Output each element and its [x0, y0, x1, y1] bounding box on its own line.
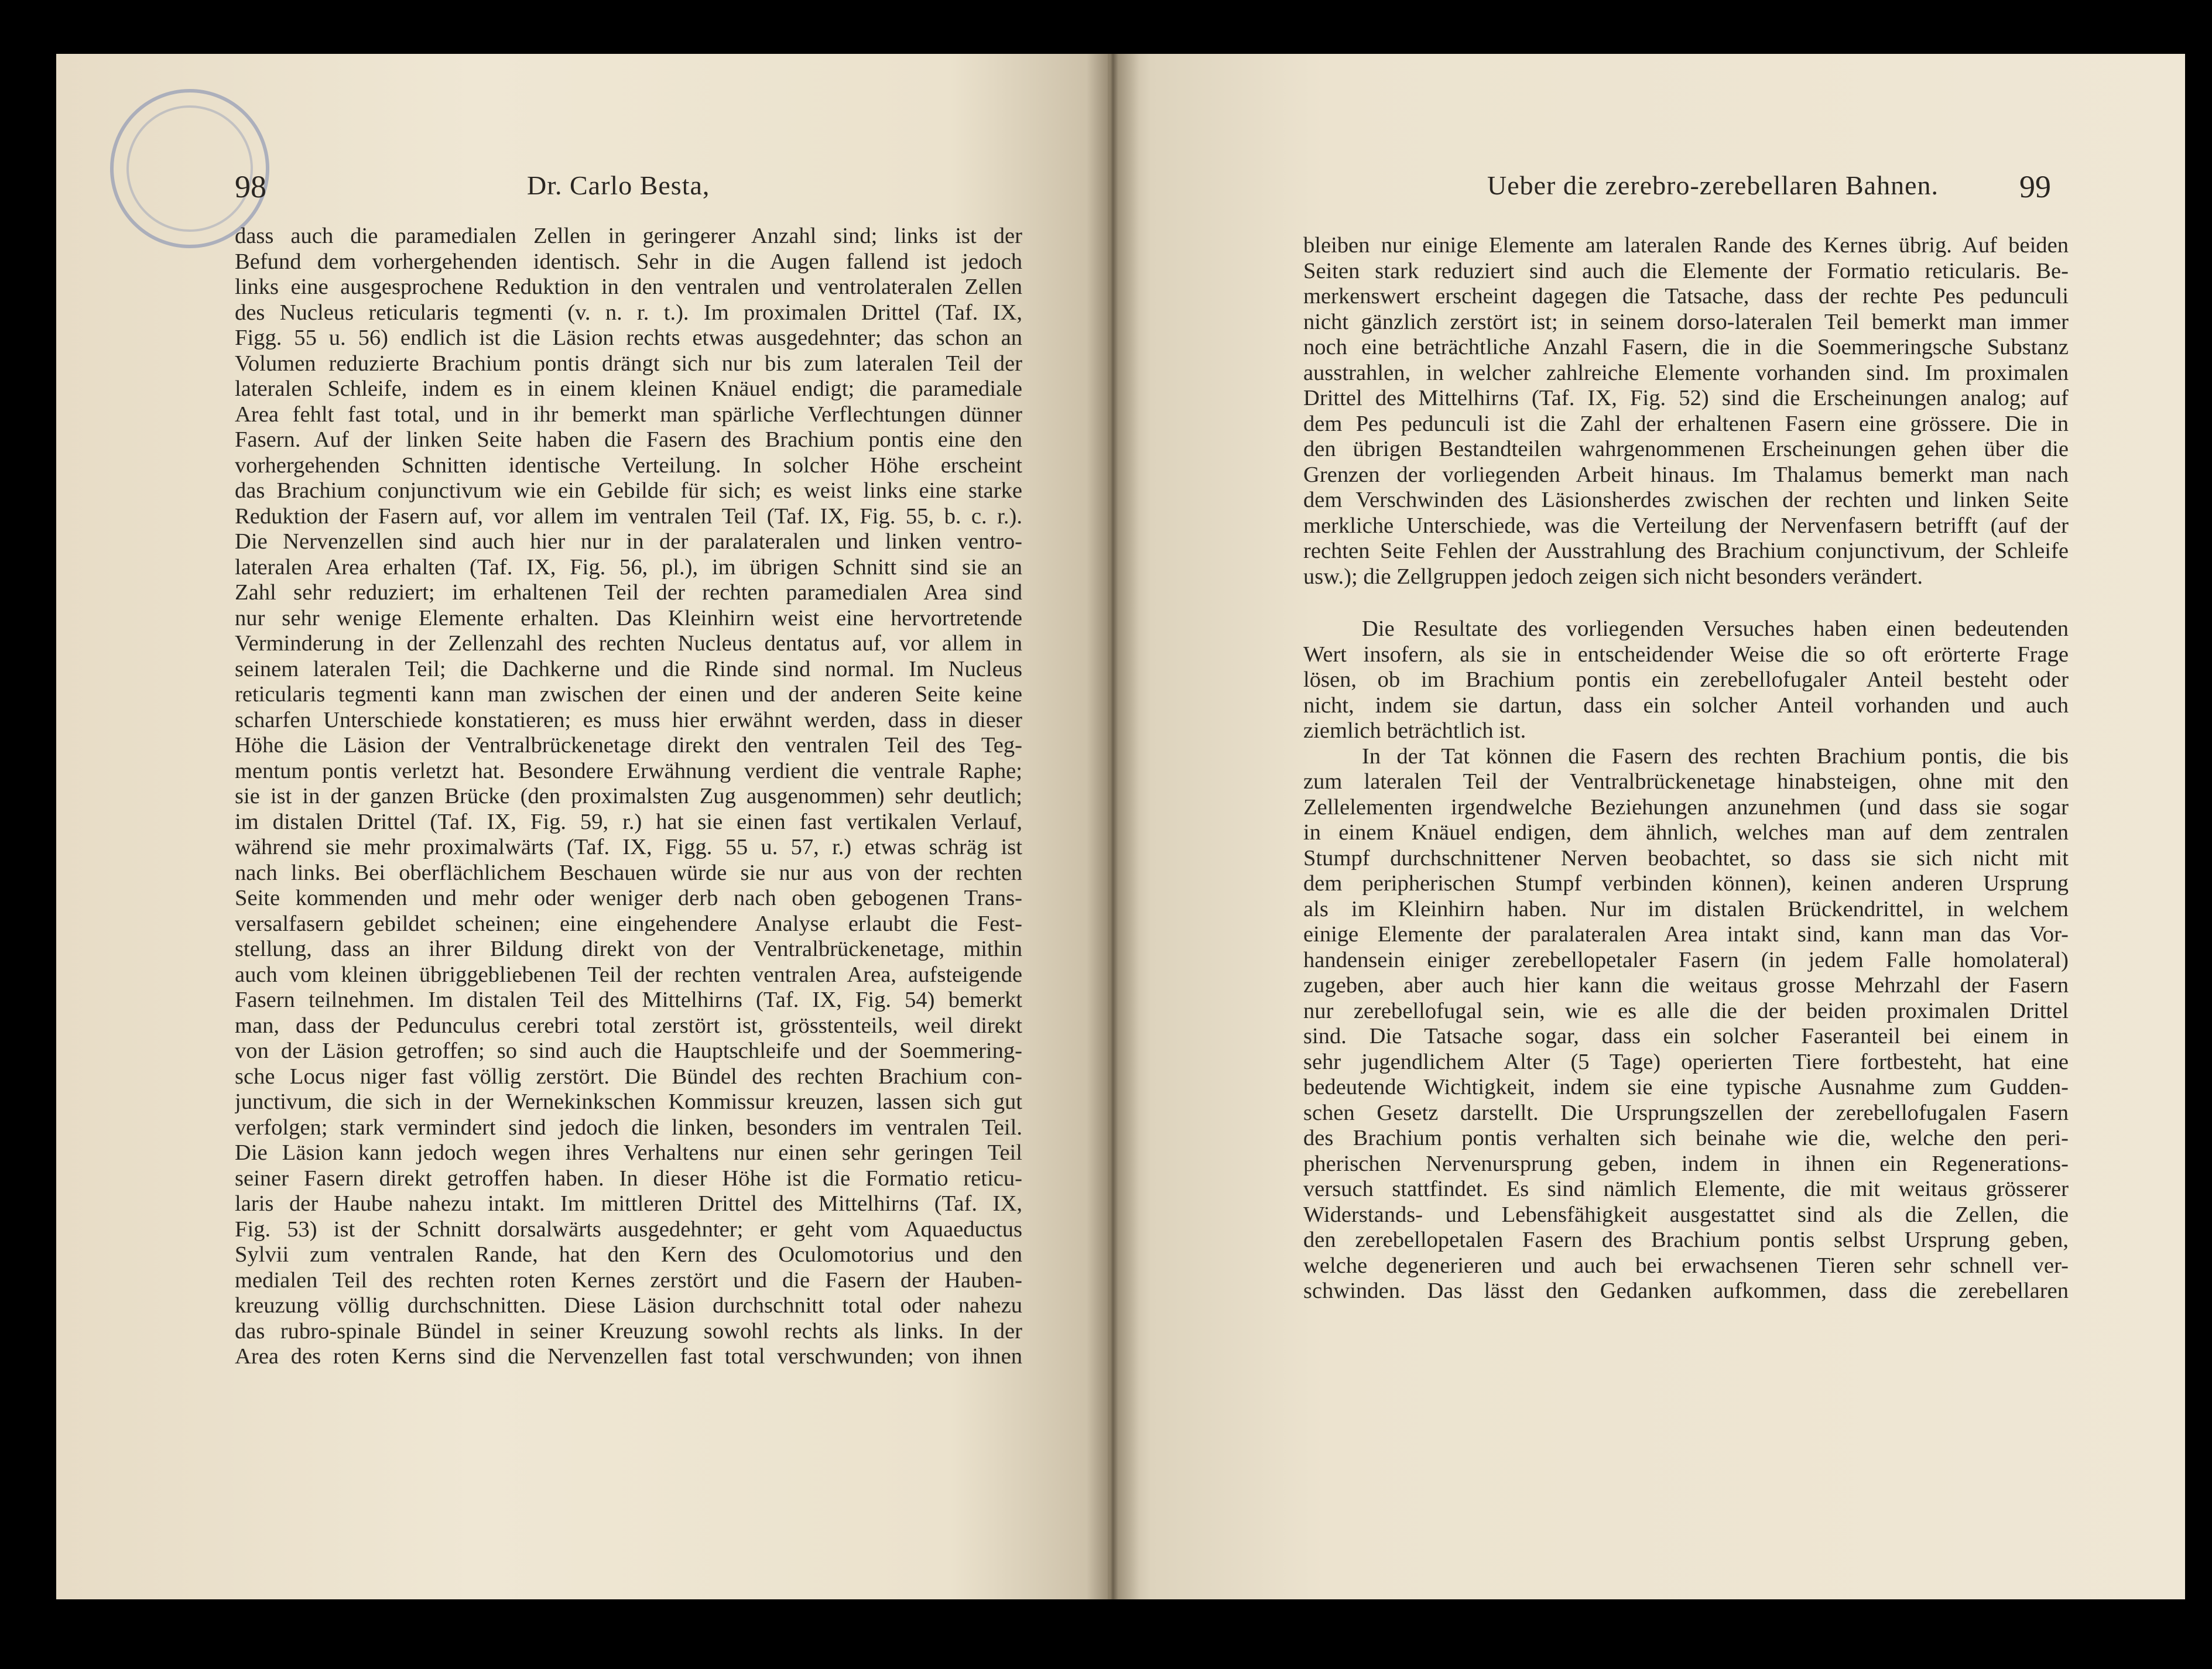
text-line: nur zerebellofugal sein, wie es alle die der beiden proximalen Drittel	[1303, 998, 2069, 1023]
text-line: rechten Seite Fehlen der Ausstrahlung des Brachium conjunctivum, der Schleife	[1303, 539, 2069, 563]
text-line: merkenswert erscheint dagegen die Tatsache, dass der rechte Pes pedunculi	[1303, 284, 2069, 309]
text-line: scharfen Unterschiede konstatieren; es muss hier erwähnt werden, dass in dieser	[235, 707, 1022, 732]
text-line: usw.); die Zellgruppen jedoch zeigen sich nicht besonders verändert.	[1303, 564, 1923, 589]
text-line: als im Kleinhirn haben. Nur im distalen Brückendrittel, in welchem	[1303, 896, 2069, 921]
text-line: Verminderung in der Zellenzahl des rechten Nucleus dentatus auf, vor allem in	[235, 631, 1022, 656]
right-running-head: Ueber die zerebro-zerebellaren Bahnen.	[1487, 170, 1939, 200]
text-line: Seite kommenden und mehr oder weniger derb nach oben gebogenen Trans-	[235, 886, 1022, 910]
text-line: Sylvii zum ventralen Rande, hat den Kern des Oculomotorius und den	[235, 1242, 1022, 1267]
text-line: sche Locus niger fast völlig zerstört. Die Bündel des rechten Brachium con-	[235, 1064, 1022, 1089]
text-line: laris der Haube nahezu intakt. Im mittleren Drittel des Mittelhirns (Taf. IX,	[235, 1191, 1022, 1216]
text-line: kreuzung völlig durchschnitten. Diese Läsion durchschnitt total oder nahezu	[235, 1293, 1022, 1318]
text-line: Volumen reduzierte Brachium pontis drängt sich nur bis zum lateralen Teil der	[235, 351, 1022, 376]
text-line: Befund dem vorhergehenden identisch. Sehr in die Augen fallend ist jedoch	[235, 249, 1022, 274]
text-line: im distalen Drittel (Taf. IX, Fig. 59, r.) hat sie einen fast vertikalen Verlauf,	[235, 809, 1022, 834]
left-running-head: Dr. Carlo Besta,	[527, 170, 710, 200]
text-line: Area fehlt fast total, und in ihr bemerkt man spärliche Verflechtungen dünner	[235, 402, 1022, 427]
text-line: Fasern. Auf der linken Seite haben die Fasern des Brachium pontis eine den	[235, 427, 1022, 452]
text-line: bedeutende Wichtigkeit, indem sie eine typische Ausnahme zum Gudden-	[1303, 1075, 2069, 1099]
text-line: den übrigen Bestandteilen wahrgenommenen Erscheinungen gehen über die	[1303, 437, 2069, 461]
text-line: Stumpf durchschnittener Nerven beobachtet, so dass sie sich nicht mit	[1303, 845, 2069, 871]
left-page-body	[235, 224, 1022, 1370]
text-line: dem peripherischen Stumpf verbinden können), keinen anderen Ursprung	[1303, 871, 2069, 896]
left-page-number: 98	[235, 169, 266, 204]
text-line: des Brachium pontis verhalten sich beinahe wie die, welche den peri-	[1303, 1126, 2069, 1150]
text-line: das Brachium conjunctivum wie ein Gebilde für sich; es weist links eine starke	[235, 478, 1022, 503]
text-line: junctivum, die sich in der Wernekinkschen Kommissur kreuzen, lassen sich gut	[235, 1089, 1022, 1114]
text-line: Widerstands- und Lebensfähigkeit ausgestattet sind als die Zellen, die	[1303, 1202, 2069, 1227]
text-line: welche degenerieren und auch bei erwachsenen Tieren sehr schnell ver-	[1303, 1253, 2069, 1278]
text-line: Reduktion der Fasern auf, vor allem im ventralen Teil (Taf. IX, Fig. 55, b. c. r.).	[235, 503, 1022, 529]
text-line: lösen, ob im Brachium pontis ein zerebellofugaler Anteil besteht oder	[1303, 667, 2069, 692]
text-line: lateralen Schleife, indem es in einem kleinen Knäuel endigt; die paramediale	[235, 376, 1022, 401]
text-line: Fasern teilnehmen. Im distalen Teil des Mittelhirns (Taf. IX, Fig. 54) bemerkt	[235, 988, 1022, 1012]
text-line: medialen Teil des rechten roten Kernes zerstört und die Fasern der Hauben-	[235, 1267, 1022, 1293]
text-line: schen Gesetz darstellt. Die Ursprungszellen der zerebellofugalen Fasern	[1303, 1100, 2069, 1125]
text-line: zum lateralen Teil der Ventralbrückenetage hinabsteigen, ohne mit den	[1303, 769, 2069, 794]
text-line: Die Resultate des vorliegenden Versuches haben einen bedeutenden	[1362, 616, 2069, 641]
text-line: Höhe die Läsion der Ventralbrückenetage direkt den ventralen Teil des Teg-	[235, 733, 1022, 758]
text-line: Die Läsion kann jedoch wegen ihres Verhaltens nur einen sehr geringen Teil	[235, 1140, 1022, 1165]
text-line: von der Läsion getroffen; so sind auch die Hauptschleife und der Soemmering-	[235, 1039, 1022, 1063]
right-page-body	[1303, 233, 2069, 1304]
text-line: dem Verschwinden des Läsionsherdes zwischen der rechten und linken Seite	[1303, 488, 2069, 512]
text-line: bleiben nur einige Elemente am lateralen Rande des Kernes übrig. Auf beiden	[1303, 233, 2069, 258]
text-line: versuch stattfindet. Es sind nämlich Elemente, die mit weitaus grösserer	[1303, 1177, 2069, 1201]
text-line: man, dass der Pedunculus cerebri total zerstört ist, grösstenteils, weil direkt	[235, 1013, 1022, 1038]
text-line: seinem lateralen Teil; die Dachkerne und die Rinde sind normal. Im Nucleus	[235, 656, 1022, 681]
text-line: versalfasern gebildet scheinen; eine eingehendere Analyse erlaubt die Fest-	[235, 911, 1022, 936]
left-page	[56, 54, 1108, 1599]
text-line: dass auch die paramedialen Zellen in geringerer Anzahl sind; links ist der	[235, 224, 1022, 248]
text-line: sind. Die Tatsache sogar, dass ein solcher Faseranteil bei einem in	[1303, 1024, 2069, 1048]
text-line: Die Nervenzellen sind auch hier nur in der paralateralen und linken ventro-	[235, 529, 1022, 554]
text-line: Seiten stark reduziert sind auch die Elemente der Formatio reticularis. Be-	[1303, 258, 2069, 283]
text-line: handensein einiger zerebellopetaler Fasern (in jedem Falle homolateral)	[1303, 947, 2069, 972]
text-line: ziemlich beträchtlich ist.	[1303, 718, 1526, 743]
text-line: dem Pes pedunculi ist die Zahl der erhaltenen Fasern eine grössere. Die in	[1303, 411, 2069, 436]
text-line: Zahl sehr reduziert; im erhaltenen Teil der rechten paramedialen Area sind	[235, 580, 1022, 605]
text-line: In der Tat können die Fasern des rechten Brachium pontis, die bis	[1362, 743, 2069, 769]
text-line: Wert insofern, als sie in entscheidender Weise die so oft erörterte Frage	[1303, 642, 2069, 667]
book-gutter	[1087, 54, 1139, 1599]
text-line: nach links. Bei oberflächlichem Beschauen würde sie nur aus von der rechten	[235, 860, 1022, 885]
text-line: Area des roten Kerns sind die Nervenzellen fast total verschwunden; von ihnen	[235, 1344, 1022, 1369]
text-line: mentum pontis verletzt hat. Besondere Erwähnung verdient die ventrale Raphe;	[235, 758, 1022, 783]
text-line: lateralen Area erhalten (Taf. IX, Fig. 56, pl.), im übrigen Schnitt sind sie an	[235, 554, 1022, 580]
text-line: nur sehr wenige Elemente erhalten. Das Kleinhirn weist eine hervortretende	[235, 605, 1022, 630]
text-line: pherischen Nervenursprung geben, indem in ihnen ein Regenerations-	[1303, 1151, 2069, 1176]
text-line: schwinden. Das lässt den Gedanken aufkommen, dass die zerebellaren	[1303, 1279, 2069, 1303]
text-line: während sie mehr proximalwärts (Taf. IX, Figg. 55 u. 57, r.) etwas schräg ist	[235, 835, 1022, 859]
text-line: auch vom kleinen übriggebliebenen Teil der rechten ventralen Area, aufsteigende	[235, 962, 1022, 987]
text-line: Figg. 55 u. 56) endlich ist die Läsion rechts etwas ausgedehnter; das schon an	[235, 325, 1022, 350]
text-line: noch eine beträchtliche Anzahl Fasern, die in die Soemmeringsche Substanz	[1303, 335, 2069, 359]
text-line: vorhergehenden Schnitten identische Verteilung. In solcher Höhe erscheint	[235, 453, 1022, 478]
book-spread	[56, 54, 2185, 1599]
text-line: reticularis tegmenti kann man zwischen der einen und der anderen Seite keine	[235, 682, 1022, 707]
text-line: des Nucleus reticularis tegmenti (v. n. r. t.). Im proximalen Drittel (Taf. IX,	[235, 300, 1022, 325]
text-line: sie ist in der ganzen Brücke (den proximalsten Zug ausgenommen) sehr deutlich;	[235, 784, 1022, 808]
text-line: merkliche Unterschiede, was die Verteilung der Nervenfasern betrifft (auf der	[1303, 513, 2069, 538]
text-line: sehr jugendlichem Alter (5 Tage) operierten Tiere fortbesteht, hat eine	[1303, 1049, 2069, 1074]
right-page-number: 99	[2019, 169, 2051, 204]
text-line: in einem Knäuel endigen, dem ähnlich, welches man auf dem zentralen	[1303, 820, 2069, 845]
text-line: verfolgen; stark vermindert sind jedoch die linken, besonders im ventralen Teil.	[235, 1115, 1022, 1140]
right-page	[1108, 54, 2185, 1599]
text-line: den zerebellopetalen Fasern des Brachium pontis selbst Ursprung geben,	[1303, 1228, 2069, 1252]
text-line: nicht, indem sie dartun, dass ein solcher Anteil vorhanden und auch	[1303, 693, 2069, 718]
text-line: Drittel des Mittelhirns (Taf. IX, Fig. 52) sind die Erscheinungen analog; auf	[1303, 386, 2069, 410]
text-line: zugeben, aber auch hier kann die weitaus grosse Mehrzahl der Fasern	[1303, 973, 2069, 998]
text-line: nicht gänzlich zerstört ist; in seinem dorso-lateralen Teil bemerkt man immer	[1303, 309, 2069, 334]
text-line: Zellelementen irgendwelche Beziehungen anzunehmen (und dass sie sogar	[1303, 794, 2069, 820]
text-line: seiner Fasern direkt getroffen haben. In dieser Höhe ist die Formatio reticu-	[235, 1166, 1022, 1191]
text-line: links eine ausgesprochene Reduktion in den ventralen und ventrolateralen Zellen	[235, 275, 1022, 299]
text-line: Fig. 53) ist der Schnitt dorsalwärts ausgedehnter; er geht vom Aquaeductus	[235, 1216, 1022, 1242]
text-line: einige Elemente der paralateralen Area intakt sind, kann man das Vor-	[1303, 922, 2069, 947]
text-line: das rubro-spinale Bündel in seiner Kreuzung sowohl rechts als links. In der	[235, 1318, 1022, 1344]
text-line: ausstrahlen, in welcher zahlreiche Elemente vorhanden sind. Im proximalen	[1303, 360, 2069, 385]
text-line: Grenzen der vorliegenden Arbeit hinaus. Im Thalamus bemerkt man nach	[1303, 462, 2069, 487]
paragraph-gap	[1303, 590, 2069, 616]
text-line: stellung, dass an ihrer Bildung direkt von der Ventralbrückenetage, mithin	[235, 937, 1022, 961]
